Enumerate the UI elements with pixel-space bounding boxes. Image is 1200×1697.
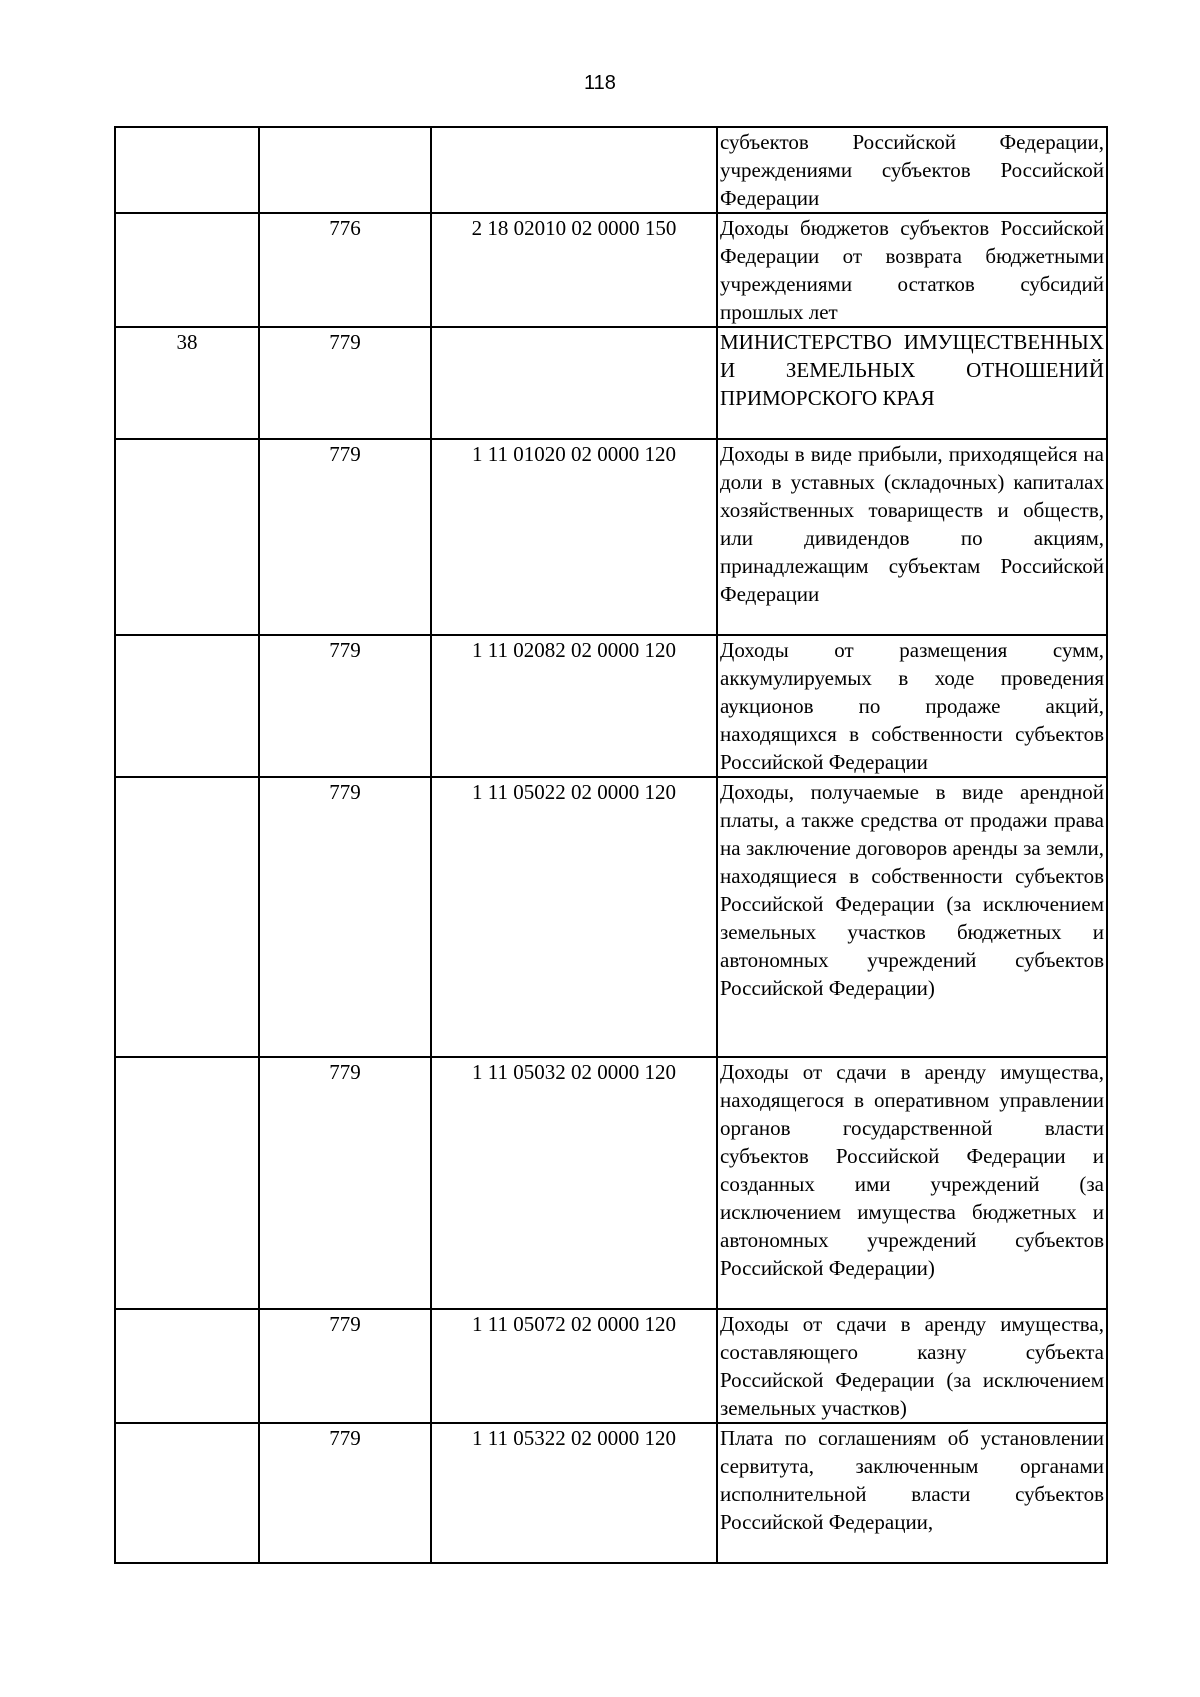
row-number-cell (115, 1057, 259, 1309)
admin-code-cell: 779 (259, 439, 431, 635)
table-row (115, 327, 1107, 439)
revenue-name-cell: Доходы от размещения сумм, аккумулируемых в ходе проведения аукционов по продаже акций, находящихся в собственности субъектов Российской Федерации (717, 635, 1107, 777)
revenue-name-cell: Доходы в виде прибыли, приходящейся на доли в уставных (складочных) капиталах хозяйственных товариществ и обществ, или дивидендов по акциям, принадлежащим субъектам Российской Федерации (717, 439, 1107, 635)
budget-code-cell: 1 11 05032 02 0000 120 (431, 1057, 717, 1309)
budget-code-cell: 1 11 05072 02 0000 120 (431, 1309, 717, 1423)
revenue-name-cell: Доходы от сдачи в аренду имущества, составляющего казну субъекта Российской Федерации (за исключением земельных участков) (717, 1309, 1107, 1423)
budget-code-cell (431, 327, 717, 439)
row-number-cell (115, 777, 259, 1057)
admin-code-cell: 779 (259, 635, 431, 777)
admin-code-cell: 779 (259, 1423, 431, 1563)
row-number-cell (115, 127, 259, 213)
table-row (115, 1309, 1107, 1423)
row-number-cell (115, 213, 259, 327)
admin-code-cell: 779 (259, 1057, 431, 1309)
row-number-cell (115, 635, 259, 777)
page-number: 118 (584, 72, 616, 94)
row-number-cell: 38 (115, 327, 259, 439)
ministry-name-cell: МИНИСТЕРСТВО ИМУЩЕСТВЕННЫХ И ЗЕМЕЛЬНЫХ ОТНОШЕНИЙ ПРИМОРСКОГО КРАЯ (717, 327, 1107, 439)
budget-code-cell: 1 11 05322 02 0000 120 (431, 1423, 717, 1563)
table-row (115, 635, 1107, 777)
budget-revenue-table (114, 126, 1108, 1564)
revenue-name-cell: Доходы бюджетов субъектов Российской Федерации от возврата бюджетными учреждениями остатков субсидий прошлых лет (717, 213, 1107, 327)
table-row (115, 213, 1107, 327)
row-number-cell (115, 1309, 259, 1423)
revenue-name-cell: Доходы от сдачи в аренду имущества, находящегося в оперативном управлении органов государственной власти субъектов Российской Федерации и созданных ими учреждений (за исключением имущества бюджетных и автономных учреждений субъектов Российской Федерации) (717, 1057, 1107, 1309)
revenue-name-cell: субъектов Российской Федерации, учреждениями субъектов Российской Федерации (717, 127, 1107, 213)
revenue-name-cell: Плата по соглашениям об установлении сервитута, заключенным органами исполнительной власти субъектов Российской Федерации, (717, 1423, 1107, 1563)
budget-code-cell: 1 11 01020 02 0000 120 (431, 439, 717, 635)
admin-code-cell: 779 (259, 327, 431, 439)
admin-code-cell: 776 (259, 213, 431, 327)
admin-code-cell (259, 127, 431, 213)
admin-code-cell: 779 (259, 777, 431, 1057)
table-row (115, 127, 1107, 213)
table-row (115, 1057, 1107, 1309)
table-row (115, 777, 1107, 1057)
budget-code-cell: 1 11 05022 02 0000 120 (431, 777, 717, 1057)
table-row (115, 1423, 1107, 1563)
row-number-cell (115, 439, 259, 635)
row-number-cell (115, 1423, 259, 1563)
budget-code-cell: 2 18 02010 02 0000 150 (431, 213, 717, 327)
admin-code-cell: 779 (259, 1309, 431, 1423)
budget-code-cell: 1 11 02082 02 0000 120 (431, 635, 717, 777)
budget-code-cell (431, 127, 717, 213)
revenue-name-cell: Доходы, получаемые в виде арендной платы, а также средства от продажи права на заключение договоров аренды за земли, находящиеся в собственности субъектов Российской Федерации (за исключением земельных участков бюджетных и автономных учреждений субъектов Российской Федерации) (717, 777, 1107, 1057)
table-row (115, 439, 1107, 635)
